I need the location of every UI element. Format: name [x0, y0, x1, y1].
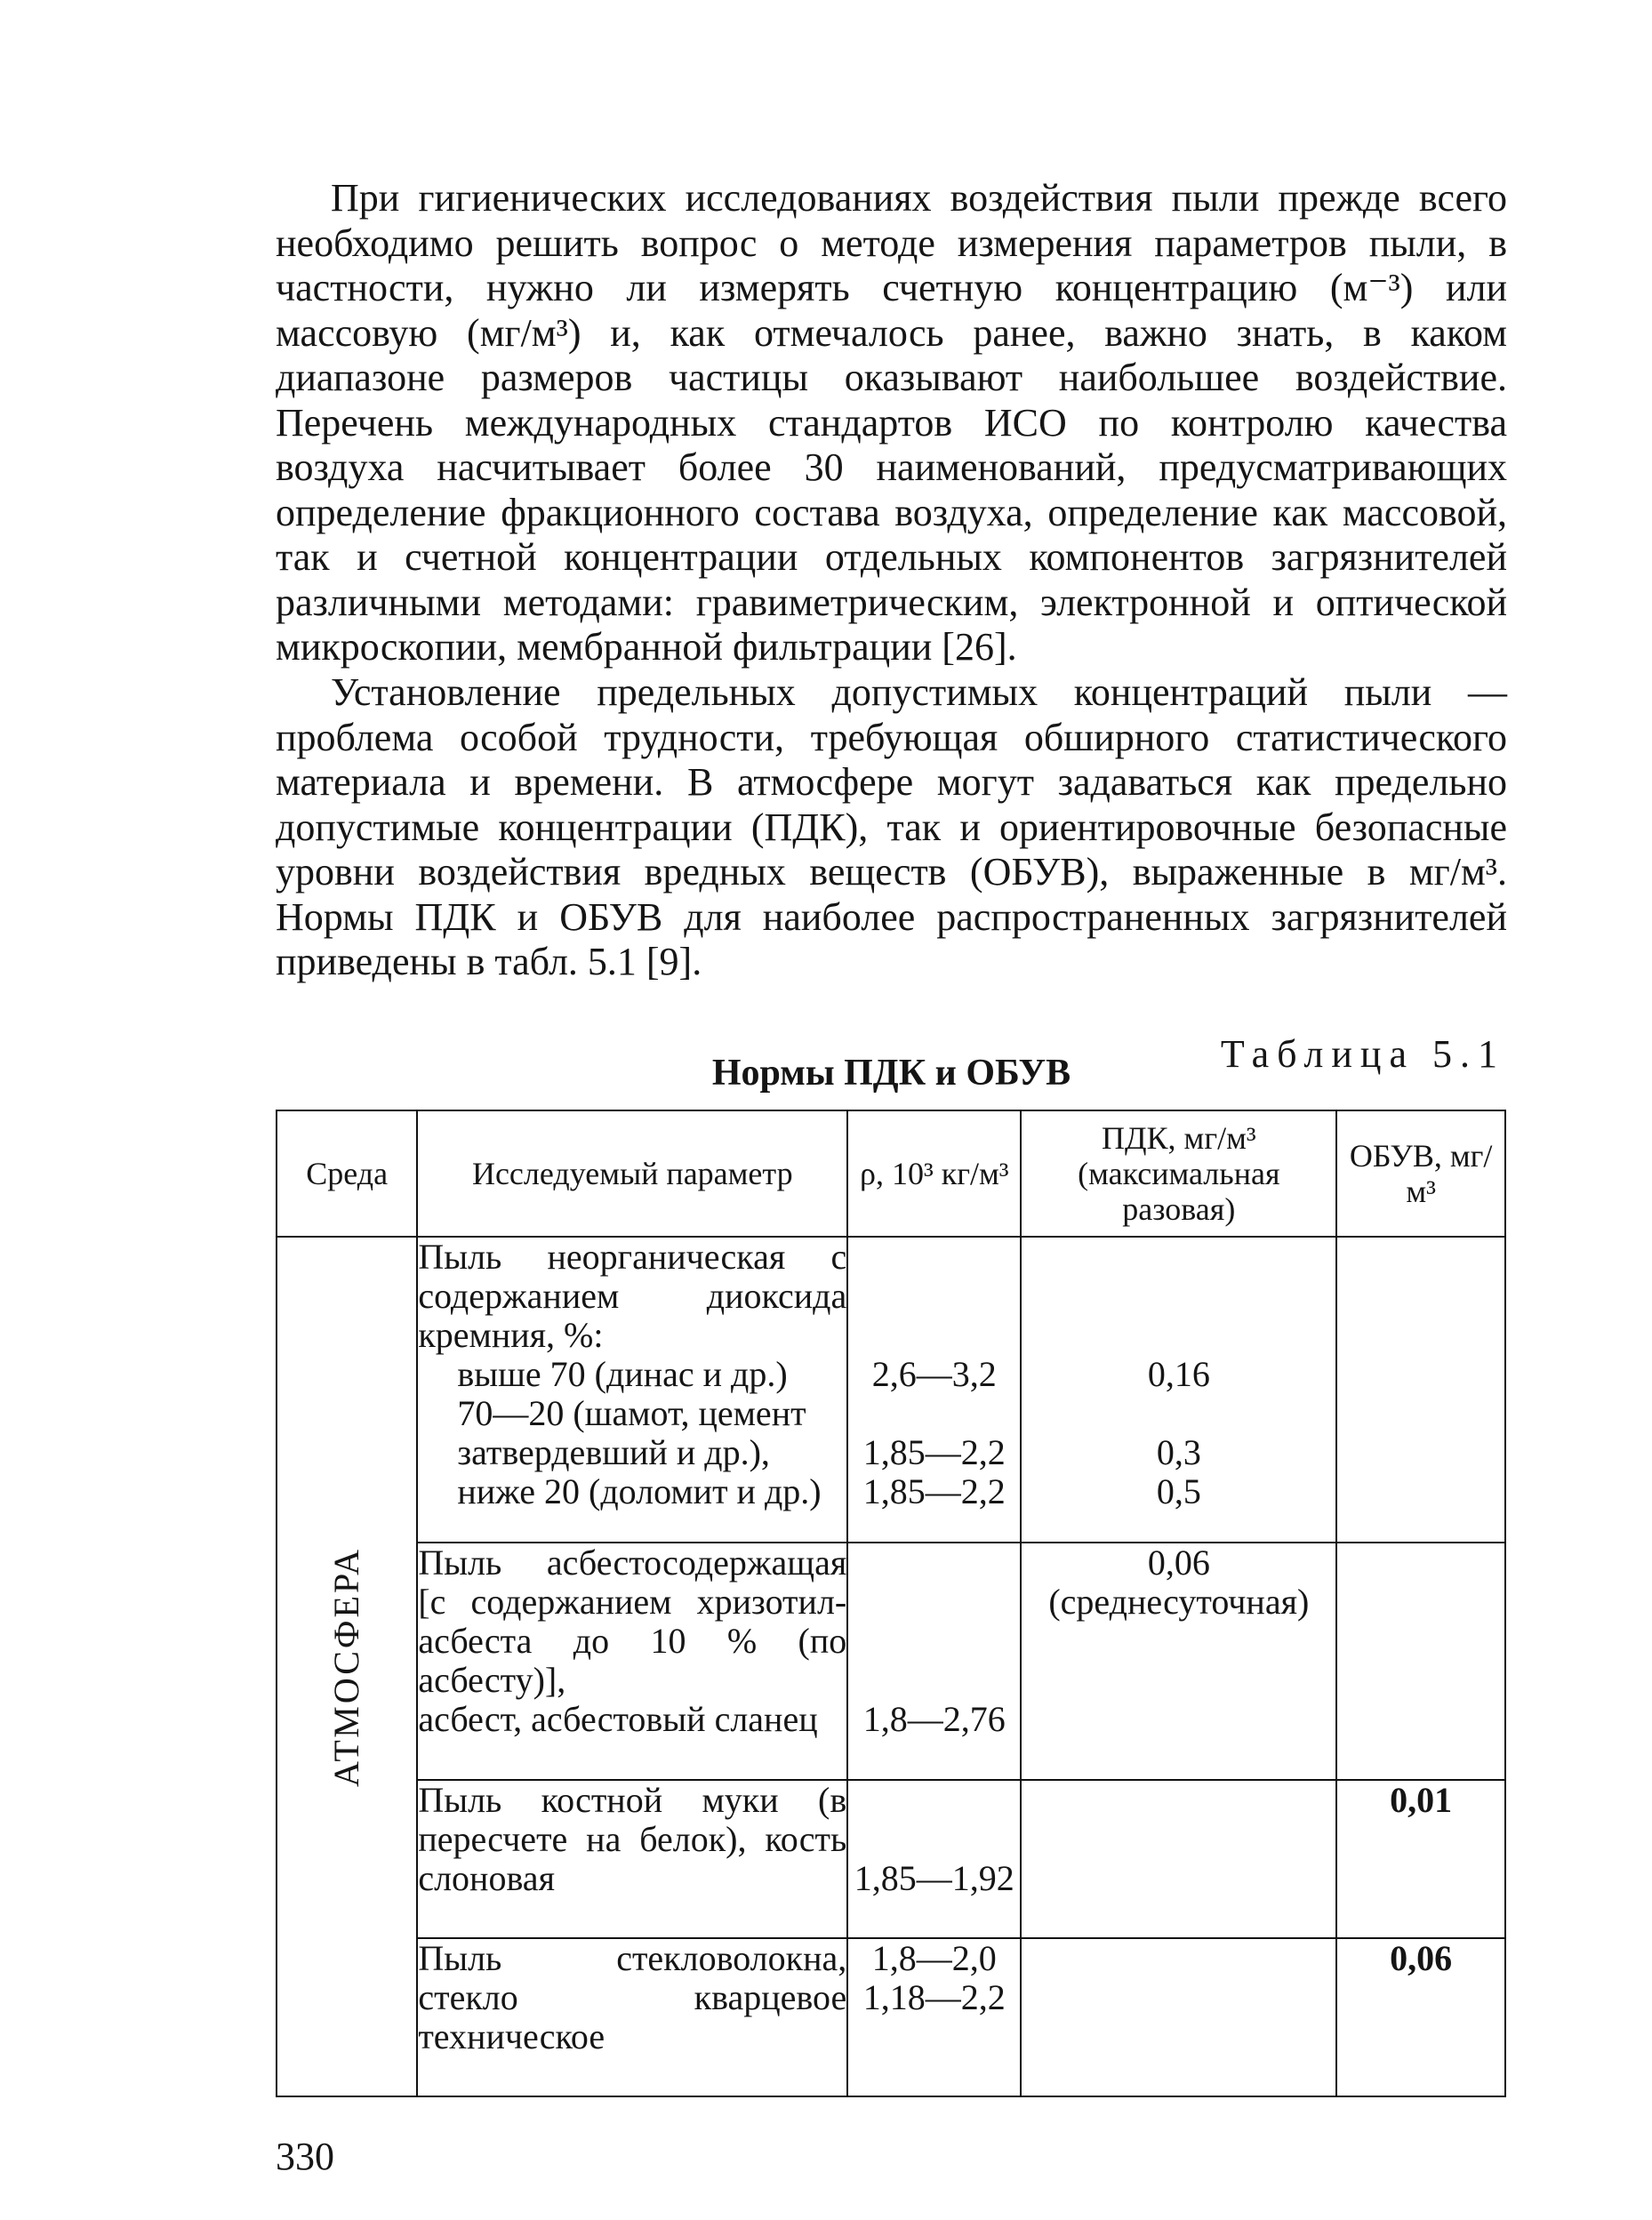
env-cell	[277, 1237, 417, 2096]
table-row	[277, 1543, 1505, 1780]
density-value: 1,85—2,2	[862, 1432, 1006, 1472]
density-value: 1,8—2,0	[871, 1938, 997, 1978]
density-cell	[847, 1237, 1021, 1543]
density-value: 1,85—2,2	[862, 1471, 1006, 1511]
pdk-value: 0,16	[1147, 1354, 1210, 1394]
density-cell	[847, 1938, 1021, 2096]
table-row	[277, 1237, 1505, 1543]
param-cell: Пыль костной муки (в пересчете на белок), кость слоновая	[417, 1780, 847, 1938]
pdk-value: 0,3	[1156, 1432, 1201, 1472]
paragraph-2: Установление предельных допустимых концентраций пыли — проблема особой трудности, требующая обширного статистического материала и времени. В атмосфере могут задаваться как предельно допустимые концентрации (ПДК), так и ориентировочные безопасные уровни воздействия вредных веществ (ОБУВ), выраженные в мг/м³. Нормы ПДК и ОБУВ для наиболее распространенных загрязнителей приведены в табл. 5.1 [9].	[276, 670, 1507, 983]
param-intro: Пыль асбестосодержащая [с содержанием хризотил-асбеста до 10 % (по асбесту)],	[418, 1543, 847, 1700]
param-intro: Пыль неорганическая с содержанием диоксида кремния, %:	[418, 1237, 847, 1355]
obuv-cell: 0,06	[1336, 1938, 1505, 2096]
param-sub: ниже 20 (доломит и др.)	[457, 1471, 822, 1511]
table-title: Нормы ПДК и ОБУВ	[711, 1053, 1071, 1094]
density-value: 1,8—2,76	[862, 1699, 1006, 1739]
obuv-cell	[1336, 1237, 1505, 1543]
table-header-row	[277, 1110, 1505, 1237]
density-value: 2,6—3,2	[871, 1354, 997, 1394]
density-value: 1,18—2,2	[862, 1977, 1006, 2017]
density-cell	[847, 1543, 1021, 1780]
pdk-value: 0,5	[1156, 1471, 1201, 1511]
header-density: ρ, 10³ кг/м³	[847, 1110, 1021, 1237]
param-cell	[417, 1237, 847, 1543]
param-tail: асбест, асбестовый сланец	[418, 1699, 818, 1739]
page-number: 330	[276, 2135, 334, 2178]
param-sub: выше 70 (динас и др.)	[457, 1354, 788, 1394]
paragraph-1: При гигиенических исследованиях воздействия пыли прежде всего необходимо решить вопрос о методе измерения параметров пыли, в частности, нужно ли измерять счетную концентрацию (м⁻³) или массовую (мг/м³) и, как отмечалось ранее, важно знать, в каком диапазоне размеров частицы оказывают наибольшее воздействие. Перечень международных стандартов ИСО по контролю качества воздуха насчитывает более 30 наименований, предусматривающих определение фракционного состава воздуха, определение как массовой, так и счетной концентрации отдельных компонентов загрязнителей различными методами: гравиметрическим, электронной и оптической микроскопии, мембранной фильтрации [26].	[276, 176, 1507, 669]
header-pdk: ПДК, мг/м³ (максимальная разовая)	[1021, 1110, 1336, 1237]
header-param: Исследуемый параметр	[417, 1110, 847, 1237]
table-row	[277, 1938, 1505, 2096]
obuv-cell: 0,01	[1336, 1780, 1505, 1938]
param-sub: 70—20 (шамот, цемент затвердевший и др.),	[457, 1393, 806, 1472]
env-label: АТМОСФЕРА	[326, 1546, 367, 1787]
header-obuv: ОБУВ, мг/м³	[1336, 1110, 1505, 1237]
param-cell	[417, 1543, 847, 1780]
pdk-cell	[1021, 1237, 1336, 1543]
density-cell	[847, 1780, 1021, 1938]
table-number: Таблица 5.1	[1220, 1032, 1505, 1076]
density-value: 1,85—1,92	[854, 1858, 1014, 1898]
pdk-cell	[1021, 1543, 1336, 1780]
pdk-cell	[1021, 1938, 1336, 2096]
table-row	[277, 1780, 1505, 1938]
pdk-value: 0,06 (среднесуточная)	[1048, 1543, 1310, 1622]
norms-table	[276, 1110, 1506, 2097]
pdk-cell	[1021, 1780, 1336, 1938]
header-env: Среда	[277, 1110, 417, 1237]
param-cell: Пыль стекловолокна, стекло кварцевое техническое	[417, 1938, 847, 2096]
obuv-cell	[1336, 1543, 1505, 1780]
